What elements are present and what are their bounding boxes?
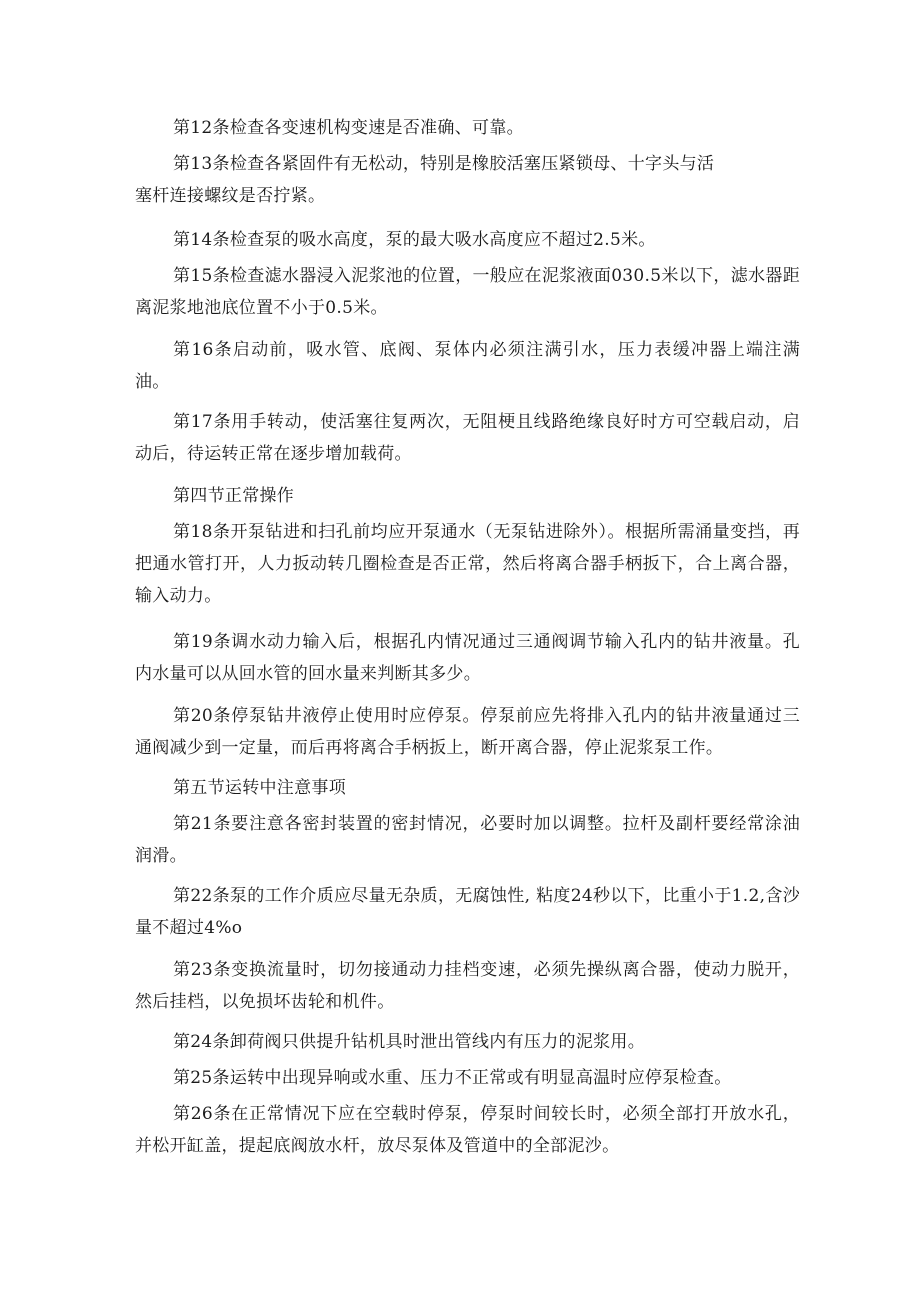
article-12: 第12条检查各变速机构变速是否准确、可靠。 (173, 118, 524, 138)
article-14: 第14条检查泵的吸水高度，泵的最大吸水高度应不超过2.5米。 (173, 230, 656, 250)
article-24: 第24条卸荷阀只供提升钻机具时泄出管线内有压力的泥浆用。 (173, 1032, 646, 1052)
article-26: 第26条在正常情况下应在空载时停泵，停泵时间较长时，必须全部打开放水孔，并松开缸盖，提起底阀放水杆，放尽泵体及管道中的全部泥沙。 (135, 1104, 800, 1156)
section-heading-5: 第五节运转中注意事项 (173, 778, 346, 798)
article-25: 第25条运转中出现异响或水重、压力不正常或有明显高温时应停泵检查。 (173, 1068, 732, 1088)
article-22: 第22条泵的工作介质应尽量无杂质，无腐蚀性, 粘度24秒以下，比重小于1.2,含沙量不超过4%o (135, 886, 800, 938)
article-13: 第13条检查各紧固件有无松动，特别是橡胶活塞压紧锁母、十字头与活 塞杆连接螺纹是否拧紧。 (135, 154, 715, 206)
article-16: 第16条启动前，吸水管、底阀、泵体内必须注满引水，压力表缓冲器上端注满油。 (135, 340, 800, 392)
article-23: 第23条变换流量时，切勿接通动力挂档变速，必须先操纵离合器，使动力脱开，然后挂档，以免损坏齿轮和机件。 (135, 960, 800, 1012)
section-heading-4: 第四节正常操作 (173, 486, 295, 506)
article-15: 第15条检查滤水器浸入泥浆池的位置，一般应在泥浆液面030.5米以下，滤水器距离泥浆地池底位置不小于0.5米。 (135, 266, 800, 318)
article-17: 第17条用手转动，使活塞往复两次，无阻梗且线路绝缘良好时方可空载启动，启动后，待运转正常在逐步增加载荷。 (135, 412, 800, 464)
article-21: 第21条要注意各密封装置的密封情况，必要时加以调整。拉杆及副杆要经常涂油润滑。 (135, 814, 800, 866)
article-19: 第19条调水动力输入后，根据孔内情况通过三通阀调节输入孔内的钻井液量。孔内水量可以从回水管的回水量来判断其多少。 (135, 632, 800, 684)
article-20: 第20条停泵钻井液停止使用时应停泵。停泵前应先将排入孔内的钻井液量通过三通阀减少到一定量，而后再将离合手柄扳上，断开离合器，停止泥浆泵工作。 (135, 706, 800, 758)
article-18: 第18条开泵钻进和扫孔前均应开泵通水（无泵钻进除外）。根据所需涌量变挡，再把通水管打开，人力扳动转几圈检查是否正常，然后将离合器手柄扳下，合上离合器，输入动力。 (135, 522, 800, 606)
